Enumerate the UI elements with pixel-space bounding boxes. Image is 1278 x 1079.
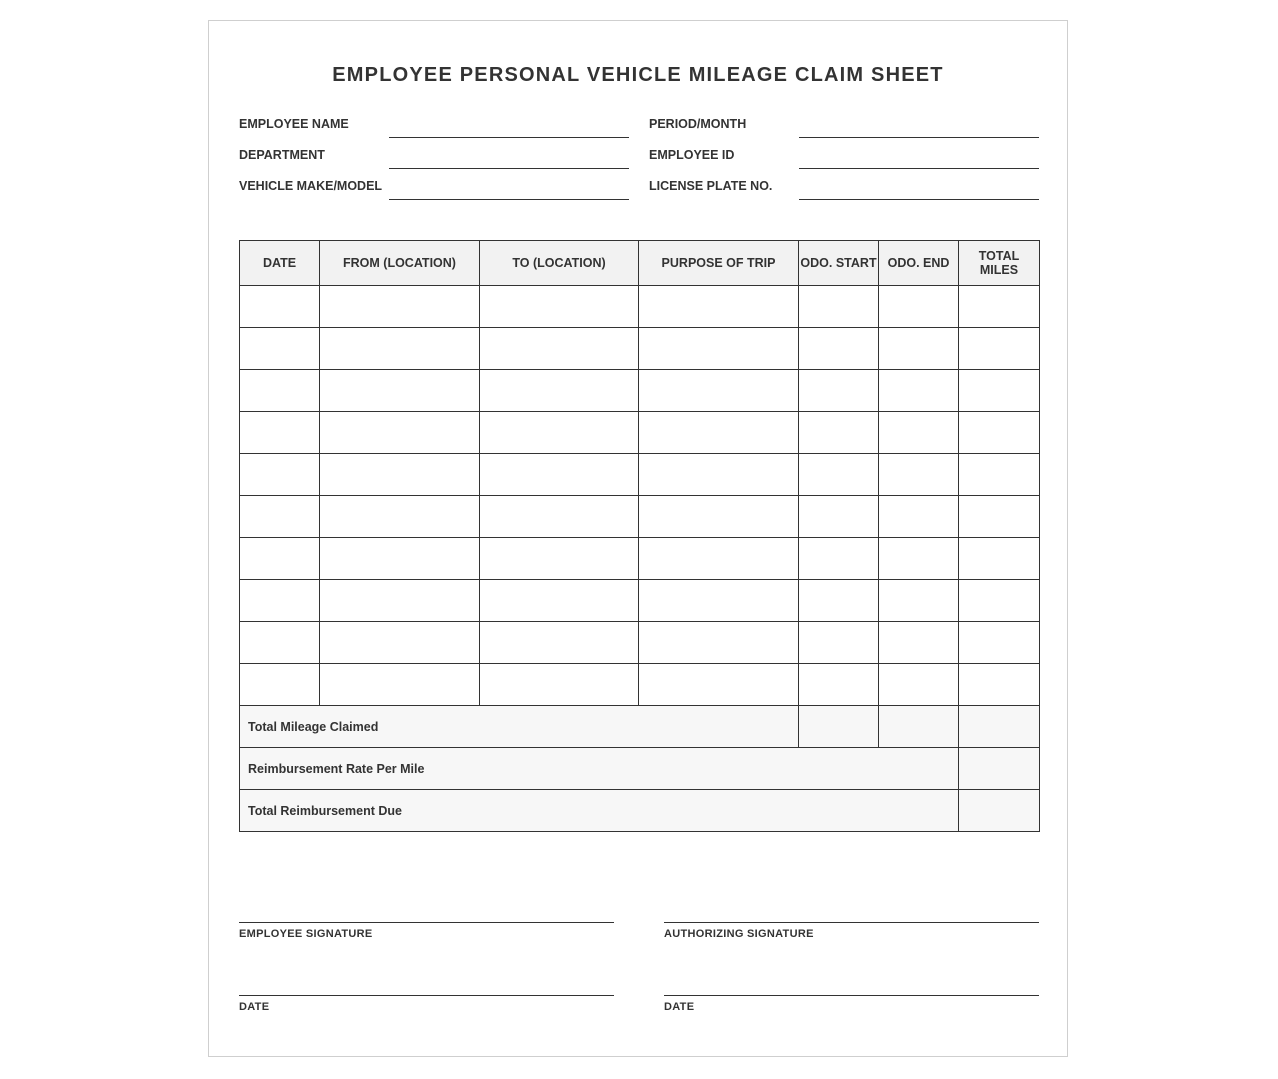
from-location-cell[interactable] [320,622,480,664]
total-miles-cell[interactable] [959,538,1040,580]
rate-per-mile-row [240,748,1040,790]
to-location-cell[interactable] [480,538,639,580]
table-row [240,286,1040,328]
purpose-column-header: PURPOSE OF TRIP [639,241,799,286]
odo-end-cell[interactable] [879,370,959,412]
from-location-cell[interactable] [320,580,480,622]
odo-start-cell[interactable] [799,286,879,328]
field-row [239,117,1039,148]
mileage-log-body [240,286,1040,832]
rate-per-mile-label: Reimbursement Rate Per Mile [240,748,959,790]
odo-start-cell[interactable] [799,328,879,370]
total-miles-cell[interactable] [959,496,1040,538]
total-miles-cell[interactable] [959,412,1040,454]
odo-end-cell[interactable] [879,538,959,580]
odo-end-cell[interactable] [879,454,959,496]
to-location-cell[interactable] [480,496,639,538]
table-row [240,328,1040,370]
employee-date-block[interactable] [239,995,614,1013]
odo-end-cell[interactable] [879,328,959,370]
date-cell[interactable] [240,412,320,454]
total-miles-column-header: TOTAL MILES [959,241,1040,286]
table-row [240,454,1040,496]
employee-signature-label: EMPLOYEE SIGNATURE [239,928,373,940]
employee-id-field[interactable] [649,148,1039,179]
authorizing-signature-line[interactable] [664,922,1039,923]
odo-start-cell[interactable] [799,370,879,412]
table-row [240,538,1040,580]
to-location-cell[interactable] [480,412,639,454]
document-title: EMPLOYEE PERSONAL VEHICLE MILEAGE CLAIM SHEET [332,64,944,86]
rate-per-mile-cell[interactable] [959,748,1040,790]
mileage-log-table [239,240,1040,832]
table-row [240,664,1040,706]
total-reimbursement-label: Total Reimbursement Due [240,790,959,832]
date-cell[interactable] [240,496,320,538]
vehicle-make-model-label: VEHICLE MAKE/MODEL [239,179,383,193]
odo-start-cell[interactable] [799,580,879,622]
odo-end-cell[interactable] [879,622,959,664]
odo-start-column-header: ODO. START [799,241,879,286]
employee-date-label: DATE [239,1001,270,1013]
employee-info-section [239,117,1039,210]
from-location-cell[interactable] [320,286,480,328]
date-cell[interactable] [240,622,320,664]
field-row [239,148,1039,179]
from-location-cell[interactable] [320,328,480,370]
odo-start-cell[interactable] [799,622,879,664]
purpose-cell[interactable] [639,664,799,706]
from-location-cell[interactable] [320,370,480,412]
total-odo-start-cell[interactable] [799,706,879,748]
to-location-cell[interactable] [480,286,639,328]
date-cell[interactable] [240,454,320,496]
table-row [240,580,1040,622]
period-month-label: PERIOD/MONTH [649,117,747,131]
total-miles-cell[interactable] [959,328,1040,370]
table-header-row [240,241,1040,286]
claim-sheet [208,20,1068,1057]
date-cell[interactable] [240,664,320,706]
from-location-column-header: FROM (LOCATION) [320,241,480,286]
odo-end-cell[interactable] [879,580,959,622]
from-location-cell[interactable] [320,496,480,538]
department-label: DEPARTMENT [239,148,325,162]
odo-start-cell[interactable] [799,538,879,580]
employee-name-line[interactable] [389,137,629,138]
date-cell[interactable] [240,286,320,328]
license-plate-label: LICENSE PLATE NO. [649,179,773,193]
employee-date-line[interactable] [239,995,614,996]
to-location-cell[interactable] [480,370,639,412]
department-field[interactable] [239,148,629,179]
vehicle-make-model-line[interactable] [389,199,629,200]
period-month-field[interactable] [649,117,1039,148]
odo-start-cell[interactable] [799,496,879,538]
total-miles-cell[interactable] [959,454,1040,496]
total-mileage-row [240,706,1040,748]
purpose-cell[interactable] [639,412,799,454]
employee-name-field[interactable] [239,117,629,148]
total-miles-cell[interactable] [959,370,1040,412]
odo-start-cell[interactable] [799,412,879,454]
employee-signature-line[interactable] [239,922,614,923]
authorizing-signature-block[interactable] [664,922,1039,940]
employee-id-line[interactable] [799,168,1039,169]
purpose-cell[interactable] [639,496,799,538]
to-location-cell[interactable] [480,664,639,706]
table-row [240,370,1040,412]
field-row [239,179,1039,210]
from-location-cell[interactable] [320,412,480,454]
employee-signature-block[interactable] [239,922,614,940]
odo-end-cell[interactable] [879,286,959,328]
date-cell[interactable] [240,370,320,412]
total-miles-cell[interactable] [959,580,1040,622]
authorizing-signature-label: AUTHORIZING SIGNATURE [664,928,814,940]
to-location-cell[interactable] [480,580,639,622]
odo-end-cell[interactable] [879,664,959,706]
total-reimbursement-cell[interactable] [959,790,1040,832]
license-plate-field[interactable] [649,179,1039,210]
table-row [240,622,1040,664]
from-location-cell[interactable] [320,664,480,706]
purpose-cell[interactable] [639,328,799,370]
odo-end-column-header: ODO. END [879,241,959,286]
to-location-cell[interactable] [480,328,639,370]
purpose-cell[interactable] [639,580,799,622]
authorizing-date-line[interactable] [664,995,1039,996]
date-cell[interactable] [240,580,320,622]
purpose-cell[interactable] [639,622,799,664]
authorizing-date-label: DATE [664,1001,695,1013]
from-location-cell[interactable] [320,538,480,580]
purpose-cell[interactable] [639,454,799,496]
total-miles-cell[interactable] [959,664,1040,706]
odo-start-cell[interactable] [799,454,879,496]
table-row [240,496,1040,538]
odo-end-cell[interactable] [879,496,959,538]
date-cell[interactable] [240,538,320,580]
odo-end-cell[interactable] [879,412,959,454]
to-location-cell[interactable] [480,454,639,496]
table-row [240,412,1040,454]
authorizing-date-block[interactable] [664,995,1039,1013]
total-odo-end-cell[interactable] [879,706,959,748]
purpose-cell[interactable] [639,538,799,580]
total-reimbursement-row [240,790,1040,832]
license-plate-line[interactable] [799,199,1039,200]
total-miles-cell[interactable] [959,622,1040,664]
from-location-cell[interactable] [320,454,480,496]
employee-id-label: EMPLOYEE ID [649,148,735,162]
period-month-line[interactable] [799,137,1039,138]
to-location-cell[interactable] [480,622,639,664]
purpose-cell[interactable] [639,370,799,412]
employee-name-label: EMPLOYEE NAME [239,117,349,131]
date-column-header: DATE [240,241,320,286]
to-location-column-header: TO (LOCATION) [480,241,639,286]
total-mileage-label: Total Mileage Claimed [240,706,799,748]
department-line[interactable] [389,168,629,169]
vehicle-make-model-field[interactable] [239,179,629,210]
purpose-cell[interactable] [639,286,799,328]
total-miles-cell[interactable] [959,706,1040,748]
total-miles-cell[interactable] [959,286,1040,328]
date-cell[interactable] [240,328,320,370]
odo-start-cell[interactable] [799,664,879,706]
